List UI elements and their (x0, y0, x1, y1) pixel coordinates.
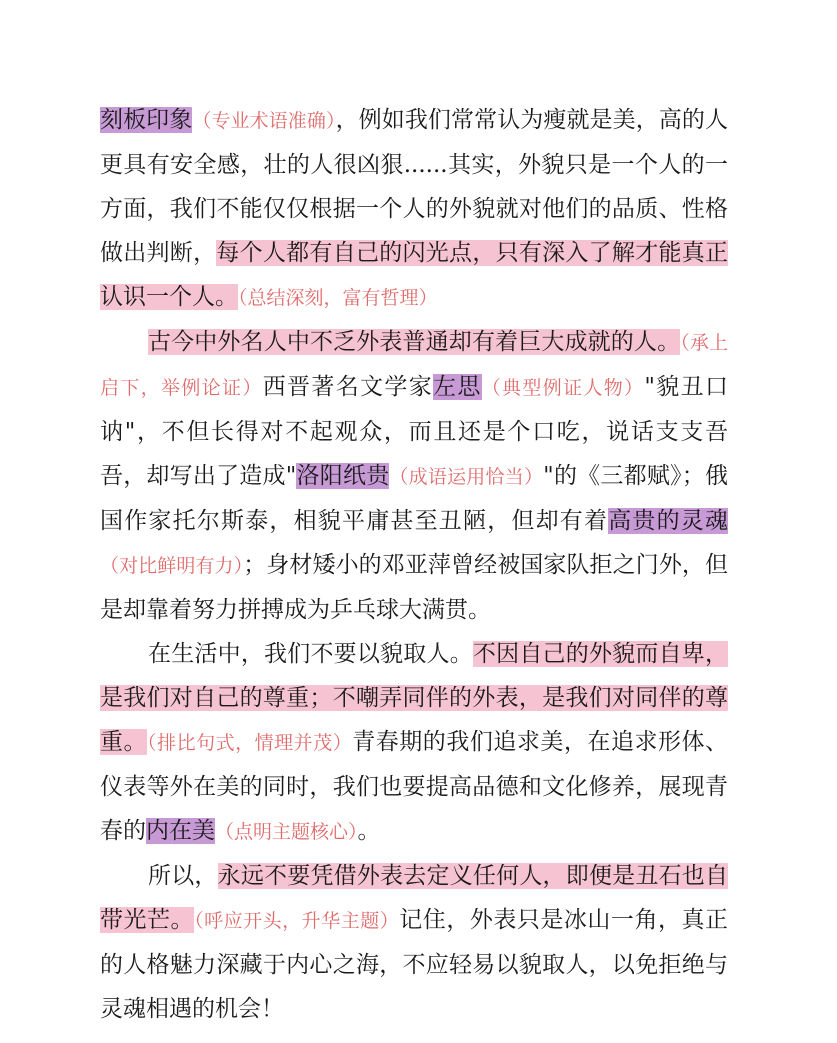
highlight-sentence: 不因自己的外貌而自卑，是我们对自己的尊重；不嘲弄同伴的外表，是我们对同伴的尊重。 (100, 641, 729, 755)
annotation: （点明主题核心） (215, 821, 358, 843)
annotation: （承上启下，举例论证） (100, 332, 728, 399)
highlight-sentence: 永远不要凭借外表去定义任何人，即便是丑石也自带光芒。 (100, 863, 728, 933)
highlight-term: 高贵的灵魂 (608, 508, 729, 534)
body-text: ；身材矮小的邓亚萍曾经被国家队拒之门外，但是却靠着努力拼搏成为乒乓球大满贯。 (100, 552, 728, 623)
annotation: （排比句式，情理并茂） (147, 732, 353, 754)
paragraph-1 (100, 98, 728, 320)
body-text: "貌丑口讷"，不但长得对不起观众，而且还是个口吃，说话支支吾吾，却写出了造成" (100, 374, 728, 489)
highlight-term: 左思 (433, 374, 482, 400)
annotation: （典型例证人物） (481, 377, 645, 399)
highlight-sentence: 古今中外名人中不乏外表普通却有着巨大成就的人。 (148, 329, 681, 355)
annotation: （总结深刻，富有哲理） (238, 287, 438, 309)
body-text: 西晋著名文学家 (262, 374, 434, 400)
highlight-sentence: 每个人都有自己的闪光点，只有深入了解才能真正认识一个人。 (100, 240, 729, 310)
paragraph-3 (100, 632, 728, 854)
highlight-term: 内在美 (146, 818, 215, 844)
body-text: 青春期的我们追求美，在追求形体、仪表等外在美的同时，我们也要提高品德和文化修养，展现青春的 (100, 729, 729, 844)
annotation: （成语运用恰当） (389, 466, 544, 488)
body-text: 所以， (148, 863, 218, 889)
body-text: 。 (357, 818, 381, 844)
body-text: 在生活中，我们不要以貌取人。 (148, 641, 473, 667)
paragraph-4 (100, 854, 728, 1031)
highlight-term: 洛阳纸贵 (296, 463, 390, 489)
body-text: ，例如我们常常认为瘦就是美，高的人更具有安全感，壮的人很凶狠......其实，外貌只是一个人的一方面，我们不能仅仅根据一个人的外貌就对他们的品质、性格做出判断， (100, 107, 728, 266)
annotation: （对比鲜明有力） (100, 555, 244, 577)
annotation: （呼应开头，升华主题） (194, 910, 400, 932)
annotation: （专业术语准确） (192, 110, 336, 132)
paragraph-2 (100, 320, 728, 632)
highlight-term: 刻板印象 (100, 107, 193, 133)
document-page (100, 98, 728, 1031)
body-text: 记住，外表只是冰山一角，真正的人格魅力深藏于内心之海，不应轻易以貌取人，以免拒绝与灵魂相遇的机会！ (100, 907, 729, 1022)
body-text: "的《三都赋》；俄国作家托尔斯泰，相貌平庸甚至丑陋，但却有着 (100, 463, 728, 534)
